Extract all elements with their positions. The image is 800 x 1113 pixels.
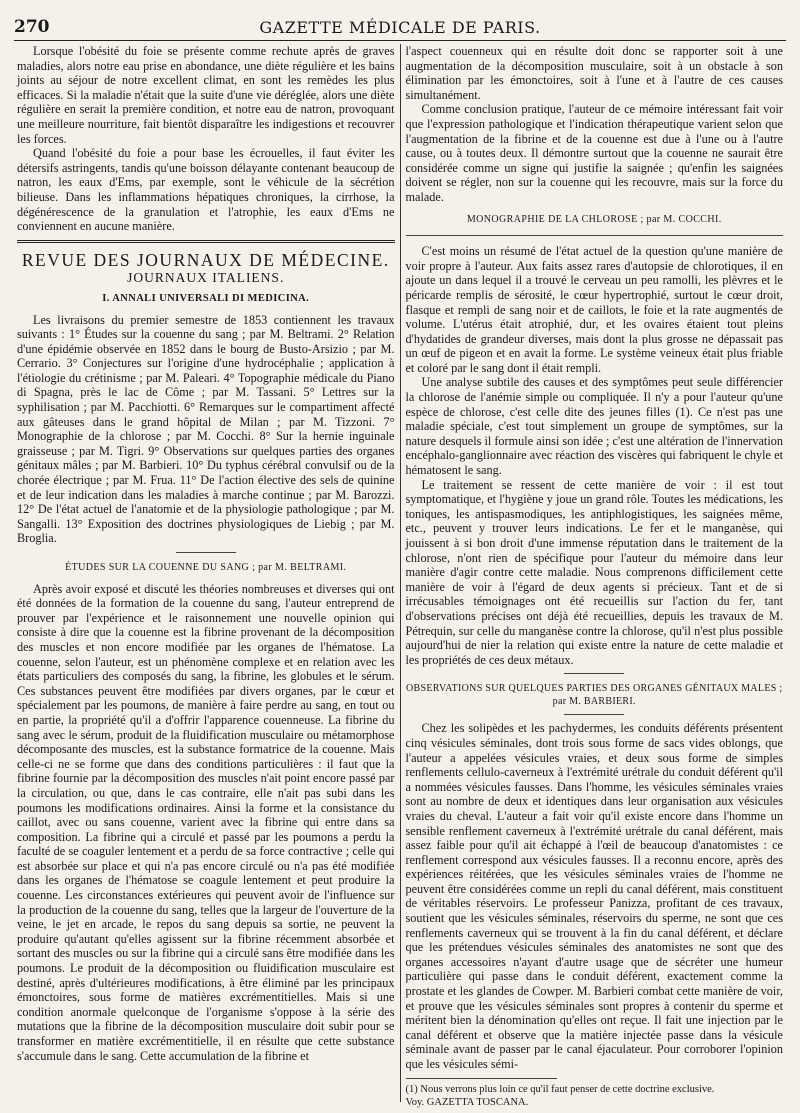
observations-title — [406, 682, 784, 708]
footnote-line2: Voy. GAZETTA TOSCANA. — [405, 1096, 529, 1108]
paragraph-chlorose-3: Le traitement se ressent de cette manière de voir : il est tout symptomatique, et l'hygiène y joue un grand rôle. Toutes les médications, les toniques, les antispasmodiques, les antiphlogistiques, les saignées même, etc., peuvent y trouver leurs indications. Le fer et le manganèse, qui jouissent à si bon droit d'une immense réputation dans le traitement de la chlorose, n'ont rien de spécifique pour l'auteur du mémoire dans leur manière d'agir contre cette maladie. Nous comprenons difficilement cette manière de voir à l'égard de deux agents si précieux. Tant et de si irrécusables témoignages ont été recueillis sur l'action du fer, tant d'observations précises ont déjà été recueillies, depuis les travaux de M. Pétrequin, sur celle du manganèse contre la chlorose, qu'il n'est plus possible aujourd'hui de nier la relation qui existe entre la nature de cette maladie et les propriétés de ces deux métaux. — [405, 477, 783, 667]
revue-title: REVUE DES JOURNAUX DE MÉDECINE. — [21, 249, 390, 270]
paragraph-chlorose-1: C'est moins un résumé de l'état actuel de la question qu'une manière de voir propre à l'auteur. Aux faits assez rares d'autopsie de chlorotiques, il en ajoute un dans lequel il a trouvé le cerveau un peu ramolli, les plèvres et le péricarde remplis de sérosité, le cœur hypertrophié, surtout le cœur droit, flasque et rempli de sang noir et de caillots, le foie et la rate augmentés de volume. L'utérus était atrophié, dur, et les ovaires étaient tout pleins d'hydatides de grandeur diverses, mais dont la plus grosse ne dépassait pas un œuf de pigeon et en avait la forme. Le système veineux était plus friable et coloré par le sang dont il était rempli. — [405, 244, 783, 375]
section-divider — [406, 235, 784, 236]
right-column — [401, 44, 789, 1108]
footnote-rule — [406, 1078, 557, 1079]
paragraph-conclusion: Comme conclusion pratique, l'auteur de ce mémoire intéressant fait voir que l'expression pathologique et l'indication thérapeutique varient selon que l'augmentation de la fibrine et de la couenne est due à l'une ou à l'autre cause, ou à toutes deux. Il démontre surtout que la couenne ne saurait être considérée comme un signe qui justifie la saignée ; qu'enfin les saignées doivent se régler, non sur la couenne qui les recouvre, mais sur la force du malade. — [405, 102, 783, 204]
running-title: GAZETTE MÉDICALE DE PARIS. — [259, 17, 541, 37]
page-number: 270 — [14, 17, 50, 37]
paragraph-livraisons: Les livraisons du premier semestre de 1853 contiennent les travaux suivants : 1° Études sur la couenne du sang ; par M. Beltrami. 2° Relation d'une épidémie observée en 1852 dans le bourg de Busto-Arsizio ; par M. Cerrario. 3° Conjectures sur l'origine d'une hydrocéphalie ; application à l'étiologie du crétinisme ; par M. Paleari. 4° Topographie médicale du Piano di Spagna, près le lac de Côme ; par M. Tassani. 5° Lettres sur la syphilisation ; par M. Pacchiotti. 6° Remarques sur le compartiment affecté aux gâteuses dans le grand hôpital de Milan ; par M. Tizzoni. 7° Monographie de la chlorose ; par M. Cocchi. 8° Sur la hernie inguinale graisseuse ; par M. Tigri. 9° Observations sur quelques parties des organes génitaux mâles ; par M. Barbieri. 10° Du typhus cérébral convulsif ou de la chorée électrique ; par M. Frua. 11° De l'action élective des sels de quinine et de leur indication dans les maladies à marche continue ; par M. Barozzi. 12° De l'état actuel de l'anatomie et de la physiologie pathologique ; par M. Sangalli. 13° Exposition des doctrines physiologiques de Liebig ; par M. Broglia. — [17, 312, 395, 546]
paragraph-couenne-cont: l'aspect couenneux qui en résulte doit donc se rapporter soit à une augmentation de la décomposition musculaire, soit à un obstacle à son élimination par les émonctoires, soit à l'une et à l'autre de ces causes simultanément. — [405, 44, 783, 102]
paragraph-chlorose-2: Une analyse subtile des causes et des symptômes peut seule différencier la chlorose de l'anémie simple ou compliquée. Il n'y a pour l'auteur qu'une espèce de chlorose, c'est celle dite des jeunes filles (1). Ce n'est pas une maladie spéciale, c'est tout simplement un groupe de symptômes, sur la nature desquels il formule ainsi son idée ; c'est une altération de l'innervation encéphalo-ganglionnaire avec réaction des viscères qui fabriquent le chyle et hématosent le sang. — [405, 375, 783, 478]
etudes-title: ÉTUDES SUR LA COUENNE DU SANG ; par M. BELTRAMI. — [65, 562, 347, 573]
page-columns — [12, 44, 788, 1108]
left-column — [12, 44, 401, 1102]
footnote-line1: (1) Nous verrons plus loin ce qu'il faut penser de cette doctrine exclusive. — [405, 1083, 715, 1095]
short-divider — [564, 673, 624, 674]
monographie-title: MONOGRAPHIE DE LA CHLOROSE ; par M. COCCHI. — [466, 213, 722, 225]
paragraph-barbieri: Chez les solipèdes et les pachydermes, les conduits déférents présentent cinq vésicules séminales, dont trois sous forme de sacs vides oblongs, que l'auteur a appelées vésicules vraies, et deux sous forme de simples renflements cellulo-caverneux à l'extrémité urétrale du conduit déférent qu'il a nommées vésicules fausses. Dans l'homme, les vésicules séminales vraies sont au nombre de deux et identiques dans leur organisation aux vésicules vraies du cheval. L'auteur a fait voir qu'il existe encore dans l'homme un sensible renflement caverneux à l'extrémité urétrale du canal déférent, mais assez faible pour qu'il ait échappé à l'œil de beaucoup d'anatomistes : ce renflement correspond aux vésicules fausses. Il a reconnu encore, après des expériences réitérées, que les vésicules séminales vraies de l'homme ne peuvent être considérées comme un repli du canal déférent, mais constituent de véritables réservoirs. Le professeur Panizza, profitant de ces travaux, soutient que les vésicules séminales, réservoirs du sperme, ne sont que ces renflements caverneux qui se trouvent à la fin du canal déférent, et déclare que les prétendues vésicules séminales des anatomistes ne sont que des organes accessoires n'ayant d'autre usage que de sécréter une humeur particulière qui passe dans le conduit déférent, exactement comme la prostate et les glandes de Cowper. M. Barbieri combat cette manière de voir, et prouve que les vésicules séminales sont propres à contenir du sperme et méritent bien la dénomination qu'elles ont reçue. Il fait une injection par le canal déférent et observe que la matière injectée passe dans la vésicule séminale avant de passer par le canal éjaculateur. Pour corroborer l'opinion que les vésicules sémi- — [405, 721, 783, 1071]
journaux-title: JOURNAUX ITALIENS. — [127, 270, 285, 286]
paragraph-obesite-1: Lorsque l'obésité du foie se présente comme rechute après de graves maladies, alors notre eau prise en abondance, une diète régulière et les bains joints au séjour de notre excellent climat, en sont les remèdes les plus efficaces. Si la maladie n'était que la suite d'une vie déréglée, alors une diète régulière en serait la première condition, et notre eau de natron, provoquant une meilleure nourriture, fait bientôt disparaître les indigestions et recouvrer les forces. — [17, 44, 395, 146]
annali-title: I. ANNALI UNIVERSALI DI MEDICINA. — [102, 292, 310, 304]
observations-title-line2: par M. BARBIERI. — [552, 696, 636, 708]
page-header — [14, 14, 786, 41]
paragraph-etudes: Après avoir exposé et discuté les théories nombreuses et diverses qui ont été données de la formation de la couenne du sang, l'auteur entreprend de prouver par l'expérience et le raisonnement une nouvelle opinion qui consiste à dire que la couenne est la fibrine provenant de la décomposition des muscles et non encore modifiée par les organes de l'hématose. La couenne, selon l'auteur, est un phénomène complexe et en relation avec les états particuliers des composés du sang, la fibrine, les globules et le sérum. Ces substances peuvent être modifiées par divers organes, par le cœur et spécialement par les poumons, de manière à faire perdre au sang, en tout ou en partie, la propriété qu'il a d'offrir l'apparence couenneuse. La fibrine du sang avec le sérum, produit de la fluidification musculaire ou métamorphose décomposante des muscles, est la substance formatrice de la couenne. Mais celle-ci ne se forme que dans des conditions particulières : il faut que la fibrine fournie par la décomposition des muscles n'ait point encore passé par la circulation, ou que, dans le cas contraire, elle n'ait pas subi dans les poumons les modifications ordinaires. Ainsi la forme et la consistance du caillot, avec ou sans couenne, varient avec la fibrine qui entre dans sa composition. La fibrine qui a circulé et passé par les poumons a perdu la faculté de se coaguler lentement et a perdu de sa force contractive ; celle qui est absorbée sur place et qui n'a pas encore circulé ou n'a pas été modifiée dans les organes de l'hématose se coagule lentement et peut produire la couenne. Les circonstances extérieures qui peuvent avoir de l'influence sur la production de la couenne du sang, telles que la largeur de l'ouverture de la veine, le jet en arcade, le repos du sang depuis sa sortie, ne peuvent la produire qu'autant qu'elles agissent sur la fibrine récemment absorbée et sortant des muscles ou sur la fibrine qui a circulé sans être modifiée dans les poumons. Le produit de la décomposition ou fluidification musculaire est destiné, après d'ultérieures modifications, à être éliminé par les principaux émonctoires, sous forme de matières excrémentitielles. Mais si une condition anormale quelconque de l'organisme s'oppose à la série des mutations que la fibrine de la décomposition musculaire doit subir pour se transformer en matière excrémentitielle, il en résulte que cette substance s'accumule dans le sang. Cette accumulation de la fibrine et — [17, 581, 395, 1063]
short-divider — [176, 552, 236, 553]
section-divider — [17, 240, 395, 243]
observations-title-line1: OBSERVATIONS SUR QUELQUES PARTIES DES ORGANES GÉNITAUX MALES ; — [406, 683, 783, 695]
short-divider — [564, 714, 624, 715]
paragraph-obesite-2: Quand l'obésité du foie a pour base les écrouelles, il faut éviter les détersifs astringents, tandis qu'une boisson délayante contenant beaucoup de natron, les eaux d'Ems, par exemple, sont le véhicule de la sécrétion bilieuse. Dans les inflammations hépatiques chroniques, la cirrhose, la dégénérescence de la granulation et l'atrophie, les eaux d'Ems ne conviennent en aucune manière. — [17, 146, 395, 234]
footnote — [406, 1083, 784, 1109]
